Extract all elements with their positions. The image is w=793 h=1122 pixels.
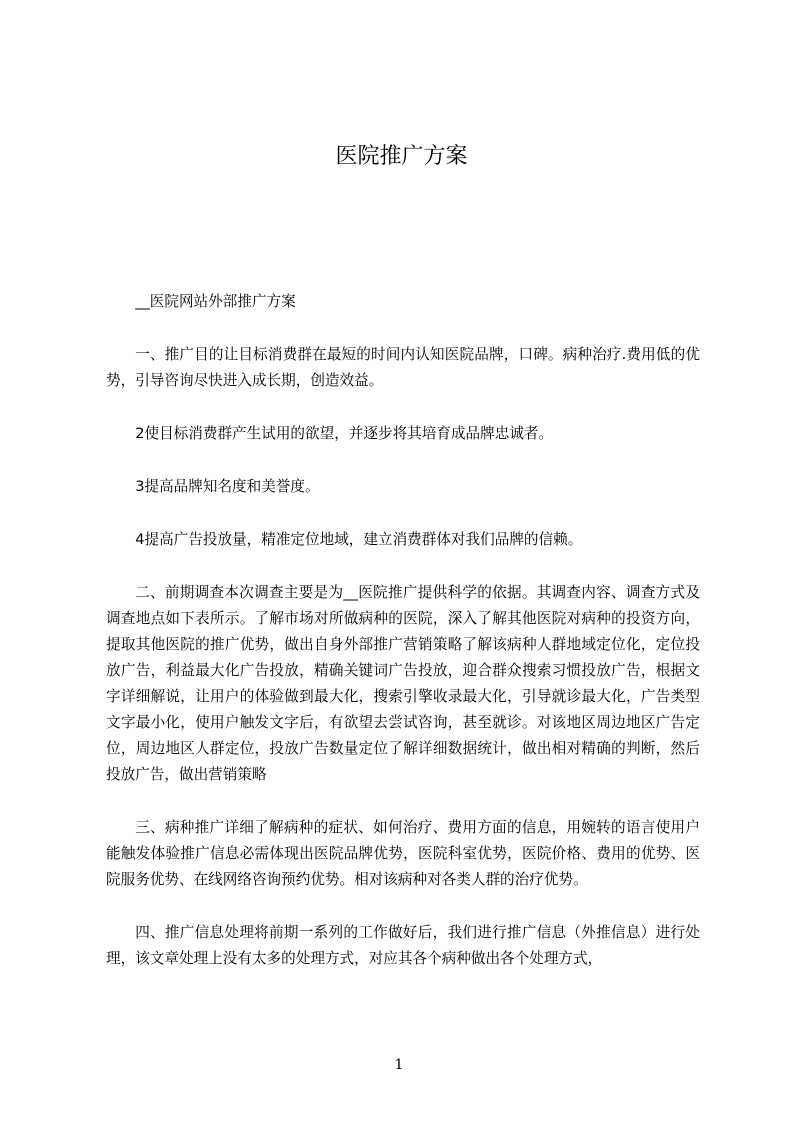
paragraph-disease-promotion: 三、病种推广详细了解病种的症状、如何治疗、费用方面的信息，用婉转的语言使用户能触发体验推广信息必需体现出医院品牌优势，医院科室优势，医院价格、费用的优势、医院服务优势、在线网络咨询预约优势。相对该病种对各类人群的治疗优势。: [106, 819, 700, 888]
paragraph-subtitle: __医院网站外部推广方案: [135, 293, 296, 310]
paragraph-purpose-1: 一、推广目的让目标消费群在最短的时间内认知医院品牌，口碑。病种治疗.费用低的优势，引导咨询尽快进入成长期，创造效益。: [106, 346, 700, 389]
paragraph-purpose-4: 4提高广告投放量，精准定位地域，建立消费群体对我们品牌的信赖。: [135, 531, 583, 548]
paragraph-info-processing: 四、推广信息处理将前期一系列的工作做好后，我们进行推广信息（外推信息）进行处理，该文章处理上没有太多的处理方式，对应其各个病种做出各个处理方式，: [106, 924, 700, 967]
page-number: 1: [394, 1057, 404, 1073]
document-body: [106, 289, 700, 999]
paragraph-preliminary-survey: 二、前期调查本次调查主要是为__医院推广提供科学的依据。其调查内容、调查方式及调查地点如下表所示。了解市场对所做病种的医院，深入了解其他医院对病种的投资方向，提取其他医院的推广优势，做出自身外部推广营销策略了解该病种人群地域定位化，定位投放广告，利益最大化广告投放，精确关键词广告投放，迎合群众搜索习惯投放广告，根据文字详细解说，让用户的体验做到最大化，搜索引擎收录最大化，引导就诊最大化，广告类型文字最小化，使用户触发文字后，有欲望去尝试咨询，甚至就诊。对该地区周边地区广告定位，周边地区人群定位，投放广告数量定位了解详细数据统计，做出相对精确的判断，然后投放广告，做出营销策略: [106, 584, 700, 783]
paragraph-purpose-3: 3提高品牌知名度和美誉度。: [135, 478, 320, 495]
paragraph-purpose-2: 2使目标消费群产生试用的欲望，并逐步将其培育成品牌忠诚者。: [135, 425, 554, 442]
document-title: 医院推广方案: [335, 144, 468, 169]
